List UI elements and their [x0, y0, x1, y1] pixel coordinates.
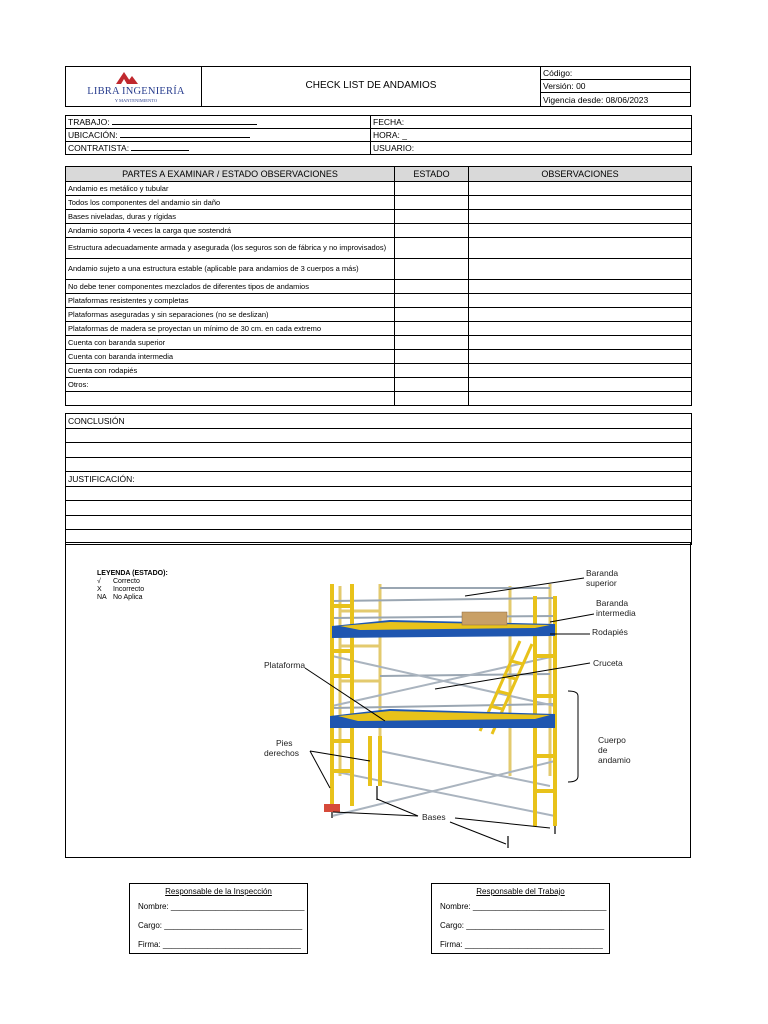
checklist-observaciones-cell[interactable] [469, 238, 692, 259]
checklist-estado-cell[interactable] [395, 238, 469, 259]
checklist-observaciones-cell[interactable] [469, 280, 692, 294]
checklist-estado-cell[interactable] [395, 196, 469, 210]
checklist-row [66, 308, 692, 322]
checklist-item-label: Cuenta con rodapiés [66, 364, 395, 378]
col-header-estado: ESTADO [395, 167, 469, 182]
checklist-estado-cell[interactable] [395, 280, 469, 294]
checklist-row [66, 224, 692, 238]
checklist-row [66, 210, 692, 224]
label-bases: Bases [422, 812, 446, 822]
checklist-item-label: Plataformas resistentes y completas [66, 294, 395, 308]
col-header-parts: PARTES A EXAMINAR / ESTADO OBSERVACIONES [66, 167, 395, 182]
col-header-observaciones: OBSERVACIONES [469, 167, 692, 182]
checklist-observaciones-cell[interactable] [469, 364, 692, 378]
checklist-estado-cell[interactable] [395, 224, 469, 238]
checklist-estado-cell[interactable] [395, 294, 469, 308]
checklist-item-label: Todos los componentes del andamio sin daño [66, 196, 395, 210]
label-baranda-intermedia-1: Baranda [596, 598, 629, 608]
label-cuerpo-3: andamio [598, 755, 631, 765]
label-pies-2: derechos [264, 748, 299, 758]
company-logo [80, 70, 190, 104]
justificacion-label: JUSTIFICACIÓN: [66, 472, 692, 487]
checklist-item-label [66, 392, 395, 406]
checklist-item-label: No debe tener componentes mezclados de diferentes tipos de andamios [66, 280, 395, 294]
conclusion-line-3[interactable] [66, 457, 692, 472]
code-field: Código: [543, 68, 573, 78]
trabajo-label: TRABAJO: [68, 117, 110, 128]
fecha-label: FECHA: [373, 116, 405, 127]
justificacion-line-2[interactable] [66, 501, 692, 516]
usuario-label: USUARIO: [373, 142, 415, 153]
checklist-estado-cell[interactable] [395, 336, 469, 350]
checklist-row [66, 238, 692, 259]
label-cuerpo-1: Cuerpo [598, 735, 626, 745]
justificacion-line-3[interactable] [66, 515, 692, 530]
toe-board [462, 612, 507, 625]
checklist-item-label: Cuenta con baranda intermedia [66, 350, 395, 364]
checklist-row [66, 196, 692, 210]
base-plate-red [324, 804, 340, 812]
checklist-observaciones-cell[interactable] [469, 308, 692, 322]
checklist-row [66, 294, 692, 308]
legend [97, 570, 207, 602]
label-pies-1: Pies [276, 738, 293, 748]
hora-label: HORA: [373, 129, 400, 140]
logo-text: LIBRA INGENIERÍA [87, 86, 185, 97]
signature-inspection-cargo[interactable]: Cargo: _______________________________ [138, 921, 303, 930]
ubicacion-label: UBICACIÓN: [68, 130, 118, 141]
checklist-observaciones-cell[interactable] [469, 259, 692, 280]
checklist-observaciones-cell[interactable] [469, 322, 692, 336]
checklist-item-label: Cuenta con baranda superior [66, 336, 395, 350]
checklist-observaciones-cell[interactable] [469, 378, 692, 392]
checklist-item-label: Andamio soporta 4 veces la carga que sostendrá [66, 224, 395, 238]
checklist-item-label: Andamio es metálico y tubular [66, 182, 395, 196]
page-title: CHECK LIST DE ANDAMIOS [305, 80, 437, 91]
checklist-item-label: Bases niveladas, duras y rígidas [66, 210, 395, 224]
legend-row-correcto: √ Correcto [97, 578, 140, 585]
label-plataforma: Plataforma [264, 660, 306, 670]
signature-work-cargo[interactable]: Cargo: _______________________________ [440, 921, 605, 930]
contratista-label: CONTRATISTA: [68, 143, 130, 154]
checklist-estado-cell[interactable] [395, 308, 469, 322]
checklist-estado-cell[interactable] [395, 210, 469, 224]
checklist-row [66, 336, 692, 350]
checklist-row [66, 322, 692, 336]
header-hline-1 [540, 79, 691, 80]
checklist-row [66, 392, 692, 406]
checklist-item-label: Andamio sujeto a una estructura estable (aplicable para andamios de 3 cuerpos a más) [66, 259, 395, 280]
label-cruceta: Cruceta [593, 658, 623, 668]
signature-work-nombre[interactable]: Nombre: ______________________________ [440, 902, 607, 911]
legend-title: LEYENDA (ESTADO): [97, 570, 168, 577]
checklist-observaciones-cell[interactable] [469, 294, 692, 308]
conclusion-label: CONCLUSIÓN [66, 414, 692, 429]
header-hline-2 [540, 92, 691, 93]
version-field: Versión: 00 [543, 81, 586, 91]
label-cuerpo-2: de [598, 745, 608, 755]
scaffold-diagram [250, 556, 680, 854]
checklist-item-label: Plataformas de madera se proyectan un mínimo de 30 cm. en cada extremo [66, 322, 395, 336]
checklist-row [66, 182, 692, 196]
fecha-cell[interactable] [371, 116, 692, 129]
checklist-observaciones-cell[interactable] [469, 182, 692, 196]
usuario-cell[interactable] [371, 142, 692, 155]
signature-work-firma[interactable]: Firma: _______________________________ [440, 940, 603, 949]
signature-work-title: Responsable del Trabajo [476, 887, 565, 896]
signature-inspection-nombre[interactable]: Nombre: ______________________________ [138, 902, 305, 911]
signature-work [431, 883, 610, 954]
checklist-estado-cell[interactable] [395, 378, 469, 392]
signature-inspection [129, 883, 308, 954]
checklist-observaciones-cell[interactable] [469, 196, 692, 210]
checklist-estado-cell[interactable] [395, 322, 469, 336]
hora-value: _ [402, 129, 408, 140]
label-baranda-superior-2: superior [586, 578, 617, 588]
checklist-row [66, 280, 692, 294]
info-table [65, 115, 692, 155]
hora-cell[interactable] [371, 129, 692, 142]
guard-rails [332, 588, 555, 708]
label-baranda-superior-1: Baranda [586, 568, 619, 578]
checklist-estado-cell[interactable] [395, 182, 469, 196]
signature-inspection-firma[interactable]: Firma: _______________________________ [138, 940, 301, 949]
checklist-observaciones-cell[interactable] [469, 210, 692, 224]
signature-inspection-title: Responsable de la Inspección [165, 887, 272, 896]
conclusion-table [65, 413, 692, 545]
checklist-row [66, 259, 692, 280]
trabajo-cell[interactable] [66, 116, 371, 129]
conclusion-line-2[interactable] [66, 443, 692, 458]
checklist-item-label: Estructura adecuadamente armada y asegurada (los seguros son de fábrica y no improvisados) [66, 238, 395, 259]
checklist-row [66, 364, 692, 378]
legend-row-incorrecto: X Incorrecto [97, 586, 145, 593]
conclusion-line-1[interactable] [66, 428, 692, 443]
checklist-item-label: Plataformas aseguradas y sin separaciones (no se deslizan) [66, 308, 395, 322]
checklist-estado-cell[interactable] [395, 259, 469, 280]
checklist-estado-cell[interactable] [395, 364, 469, 378]
label-baranda-intermedia-2: intermedia [596, 608, 636, 618]
legend-row-noaplica: NA No Aplica [97, 594, 143, 601]
logo-subtext: Y MANTENIMIENTO [114, 98, 158, 103]
justificacion-line-1[interactable] [66, 486, 692, 501]
checklist-table [65, 166, 692, 406]
checklist-observaciones-cell[interactable] [469, 224, 692, 238]
label-rodapies: Rodapiés [592, 627, 628, 637]
ubicacion-cell[interactable] [66, 129, 371, 142]
checklist-estado-cell[interactable] [395, 392, 469, 406]
vigencia-field: Vigencia desde: 08/06/2023 [543, 95, 649, 105]
checklist-item-label: Otros: [66, 378, 395, 392]
checklist-row [66, 350, 692, 364]
checklist-observaciones-cell[interactable] [469, 336, 692, 350]
checklist-estado-cell[interactable] [395, 350, 469, 364]
checklist-observaciones-cell[interactable] [469, 350, 692, 364]
checklist-row [66, 378, 692, 392]
header-divider-2 [540, 66, 541, 107]
checklist-observaciones-cell[interactable] [469, 392, 692, 406]
contratista-cell[interactable] [66, 142, 371, 155]
